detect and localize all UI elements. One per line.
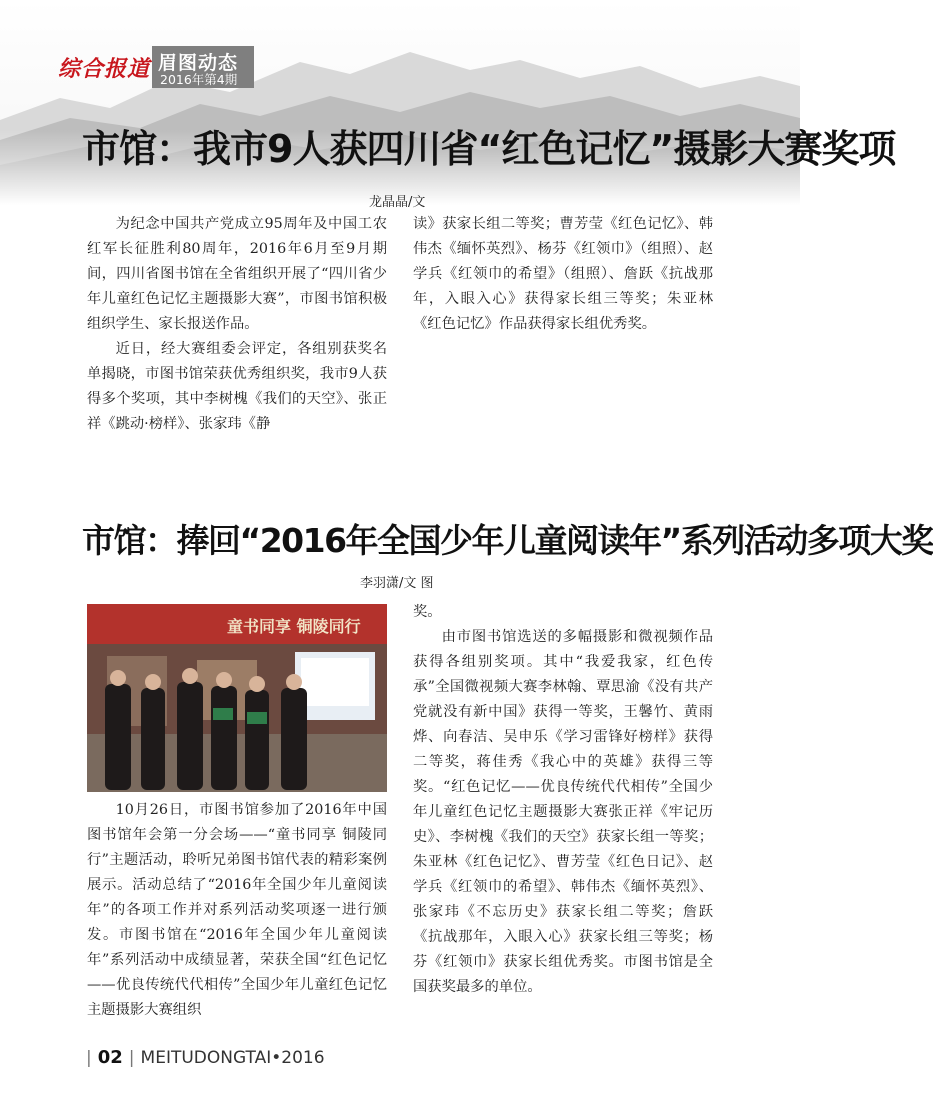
- article-1-title: 市馆：我市9人获四川省“红色记忆”摄影大赛奖项: [82, 127, 896, 171]
- footer-bullet: •: [271, 1048, 282, 1068]
- article-2-paragraph-3: 由市图书馆选送的多幅摄影和微视频作品获得各组别奖项。其中“我爱我家，红色传承”全国微视频大赛李林翰、覃思渝《没有共产党就没有新中国》获得一等奖，王馨竹、黄雨烨、向春洁、吴申乐《学习雷锋好榜样》获得二等奖，蒋佳秀《我心中的英雄》获得三等奖。“红色记忆——优良传统代代相传”全国少年儿童红色记忆主题摄影大赛张正祥《牢记历史》、李树槐《我们的天空》获家长组一等奖；朱亚林《红色记忆》、曹芳莹《红色日记》、赵学兵《红领巾的希望》、韩伟杰《缅怀英烈》、张家玮《不忘历史》获家长组二等奖；詹跃《抗战那年，入眼入心》获家长组三等奖；杨芬《红领巾》获家长组优秀奖。市图书馆是全国获奖最多的单位。: [413, 629, 713, 995]
- page-footer: [80, 1047, 325, 1068]
- publication-year: 2016: [281, 1048, 325, 1068]
- column-logo: 综合报道: [58, 56, 151, 82]
- footer-separator: |: [86, 1048, 92, 1068]
- page-number: 02: [97, 1047, 123, 1068]
- article-2-paragraph-1: 10月26日，市图书馆参加了2016年中国图书馆年会第一分会场——“童书同享 铜陵同行”主题活动，聆听兄弟图书馆代表的精彩案例展示。活动总结了“2016年全国少年儿童阅读年”的各项工作并对系列活动奖项逐一进行颁发。市图书馆在“2016年全国少年儿童阅读年”系列活动中成绩显著，荣获全国“红色记忆——优良传统代代相传”全国少年儿童红色记忆主题摄影大赛组织: [87, 802, 387, 1018]
- article-1-paragraph-3: 读》获家长组二等奖；曹芳莹《红色记忆》、韩伟杰《缅怀英烈》、杨芬《红领巾》（组照）、赵学兵《红领巾的希望》（组照）、詹跃《抗战那年，入眼入心》获得家长组三等奖；朱亚林《红色记忆》作品获得家长组优秀奖。: [413, 216, 713, 332]
- photo-banner-text: 童书同享 铜陵同行: [227, 617, 361, 636]
- column-badge: [152, 46, 254, 88]
- article-1-paragraph-1: 为纪念中国共产党成立95周年及中国工农红军长征胜利80周年，2016年6月至9月期间，四川省图书馆在全省组织开展了“四川省少年儿童红色记忆主题摄影大赛”，市图书馆积极组织学生、家长报送作品。: [87, 216, 387, 332]
- header-banner: [0, 0, 800, 205]
- article-2-byline: 李羽潇/文 图: [360, 576, 434, 591]
- article-2-title: 市馆：捧回“2016年全国少年儿童阅读年”系列活动多项大奖: [82, 521, 933, 560]
- article-1-byline: 龙晶晶/文: [369, 195, 426, 210]
- article-1-paragraph-2: 近日，经大赛组委会评定，各组别获奖名单揭晓，市图书馆荣获优秀组织奖，我市9人获得多个奖项，其中李树槐《我们的天空》、张正祥《跳动·榜样》、张家玮《静: [87, 341, 387, 432]
- event-photo: [87, 604, 387, 792]
- article-2-paragraph-2: 奖。: [413, 604, 442, 620]
- mountain-banner-graphic: [0, 0, 800, 205]
- footer-separator: |: [128, 1048, 135, 1068]
- column-name: 眉图动态: [158, 52, 239, 74]
- column-issue: 2016年第4期: [160, 72, 238, 87]
- publication-name: MEITUDONGTAI: [140, 1048, 272, 1068]
